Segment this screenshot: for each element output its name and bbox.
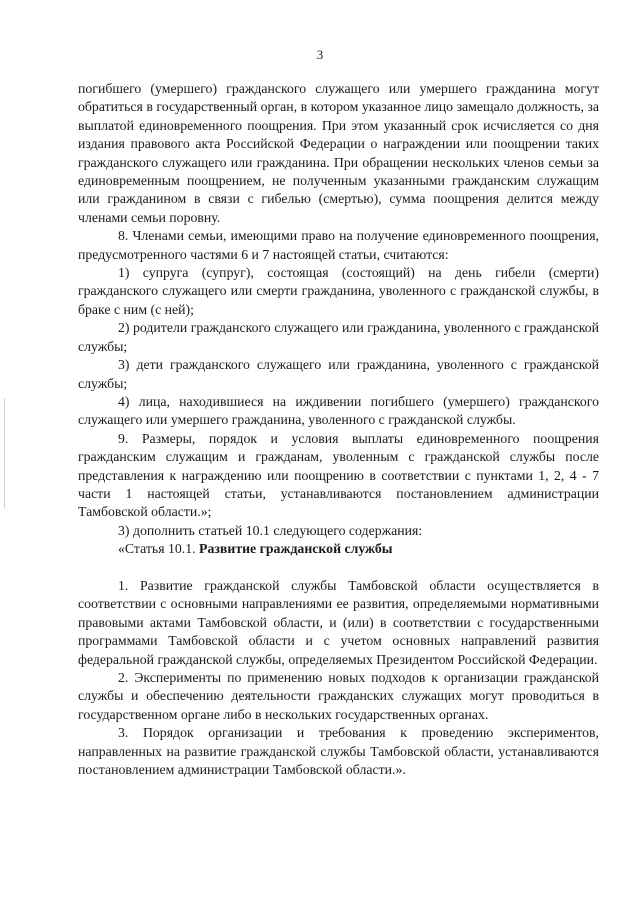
scan-edge-mark [4,398,5,508]
paragraph-amendment-3: 3) дополнить статьей 10.1 следующего содержания: [118,522,423,538]
article-paragraph-3: 3. Порядок организации и требования к проведению экспериментов, направленных на развитие гражданской службы Тамбовской области, устанавливаются постановлением администрации Тамбовской области.». [78,725,599,778]
page-number: 3 [316,47,324,62]
article-paragraph-2: 2. Эксперименты по применению новых подходов к организации гражданской службы и обеспечению деятельности гражданских служащих могут проводиться в государственном органе либо в нескольких государственных органах. [78,669,599,722]
paragraph-item-8: 8. Членами семьи, имеющими право на получение единовременного поощрения, предусмотренного частями 6 и 7 настоящей статьи, считаются: [78,228,599,262]
article-heading-prefix: «Статья 10.1. [118,541,200,557]
paragraph-item-8-3: 3) дети гражданского служащего или гражданина, уволенного с гражданской службы; [78,357,599,391]
paragraph-item-8-1: 1) супруга (супруг), состоящая (состоящий) на день гибели (смерти) гражданского служащего или смерти гражданина, уволенного с гражданской службы, в браке с ним (с ней); [78,265,599,317]
paragraph-item-8-2: 2) родители гражданского служащего или гражданина, уволенного с гражданской службы; [78,320,599,354]
article-heading-title: Развитие гражданской службы [199,541,393,557]
document-body [78,80,599,779]
article-heading [78,540,599,558]
blank-line [78,559,599,577]
paragraph-item-9: 9. Размеры, порядок и условия выплаты единовременного поощрения гражданским служащим и гражданам, уволенным с гражданской службы после представления к награждению или поощрению в соответствии с пунктами 1, 2, 4 - 7 части 1 настоящей статьи, устанавливаются постановлением администрации Тамбовской области.»; [78,430,599,520]
paragraph-intro: погибшего (умершего) гражданского служащего или умершего гражданина могут обратиться в государственный орган, в котором указанное лицо замещало должность, за выплатой единовременного поощрения. При этом указанный срок исчисляется со дня издания правового акта Российской Федерации о награждении или поощрении таких гражданского служащего или гражданина. При обращении нескольких членов семьи за единовременным поощрением, не полученным указанными гражданским служащим или гражданином в связи с гибелью (смертью), сумма поощрения делится между членами семьи поровну. [78,81,599,225]
article-paragraph-1: 1. Развитие гражданской службы Тамбовской области осуществляется в соответствии с основными направлениями ее развития, определяемыми нормативными правовыми актами Тамбовской области, и (или) в соответствии с государственными программами Тамбовской области и с учетом основных направлений развития федеральной гражданской службы, определяемых Президентом Российской Федерации. [78,577,599,667]
paragraph-item-8-4: 4) лица, находившиеся на иждивении погибшего (умершего) гражданского служащего или умершего гражданина, уволенного с гражданской службы. [78,393,599,428]
